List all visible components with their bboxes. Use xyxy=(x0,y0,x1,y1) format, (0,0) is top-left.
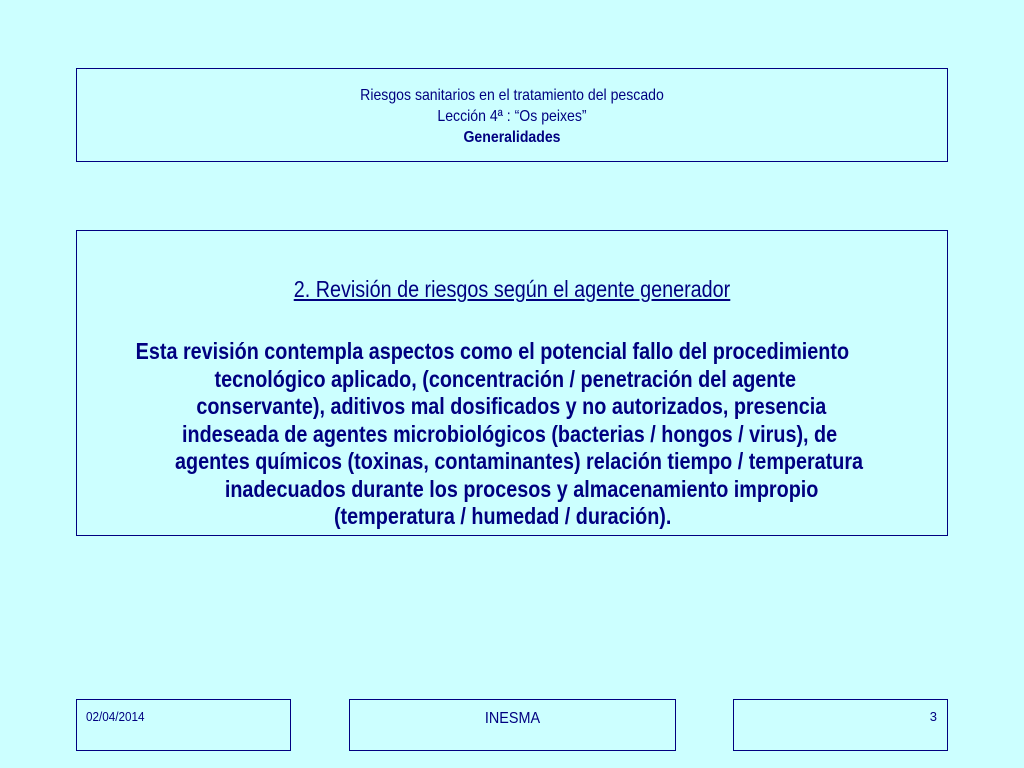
page-number: 3 xyxy=(929,709,937,724)
body-line: indeseada de agentes microbiológicos (bacterias / hongos / virus), de xyxy=(181,420,838,447)
content-panel xyxy=(76,230,948,536)
lesson-title: Lección 4ª : “Os peixes” xyxy=(437,108,587,125)
footer-page-box xyxy=(733,699,948,751)
body-text xyxy=(135,338,892,531)
footer-date: 02/04/2014 xyxy=(86,709,145,724)
footer-organization-box xyxy=(349,699,676,751)
body-line: (temperatura / humedad / duración). xyxy=(333,503,672,529)
footer-date-box xyxy=(76,699,291,751)
footer-organization: INESMA xyxy=(484,710,541,727)
section-title: Generalidades xyxy=(463,129,561,146)
body-line: inadecuados durante los procesos y almacenamiento impropio xyxy=(224,475,819,502)
body-line: tecnológico aplicado, (concentración / penetración del agente xyxy=(214,365,796,392)
body-line: agentes químicos (toxinas, contaminantes) relación tiempo / temperatura xyxy=(174,448,864,474)
course-title: Riesgos sanitarios en el tratamiento del pescado xyxy=(360,87,664,104)
body-line: Esta revisión contempla aspectos como el potencial fallo del procedimiento xyxy=(135,338,850,364)
section-heading: 2. Revisión de riesgos según el agente generador xyxy=(293,276,731,302)
body-line: conservante), aditivos mal dosificados y no autorizados, presencia xyxy=(196,393,827,419)
slide-header xyxy=(76,68,948,162)
